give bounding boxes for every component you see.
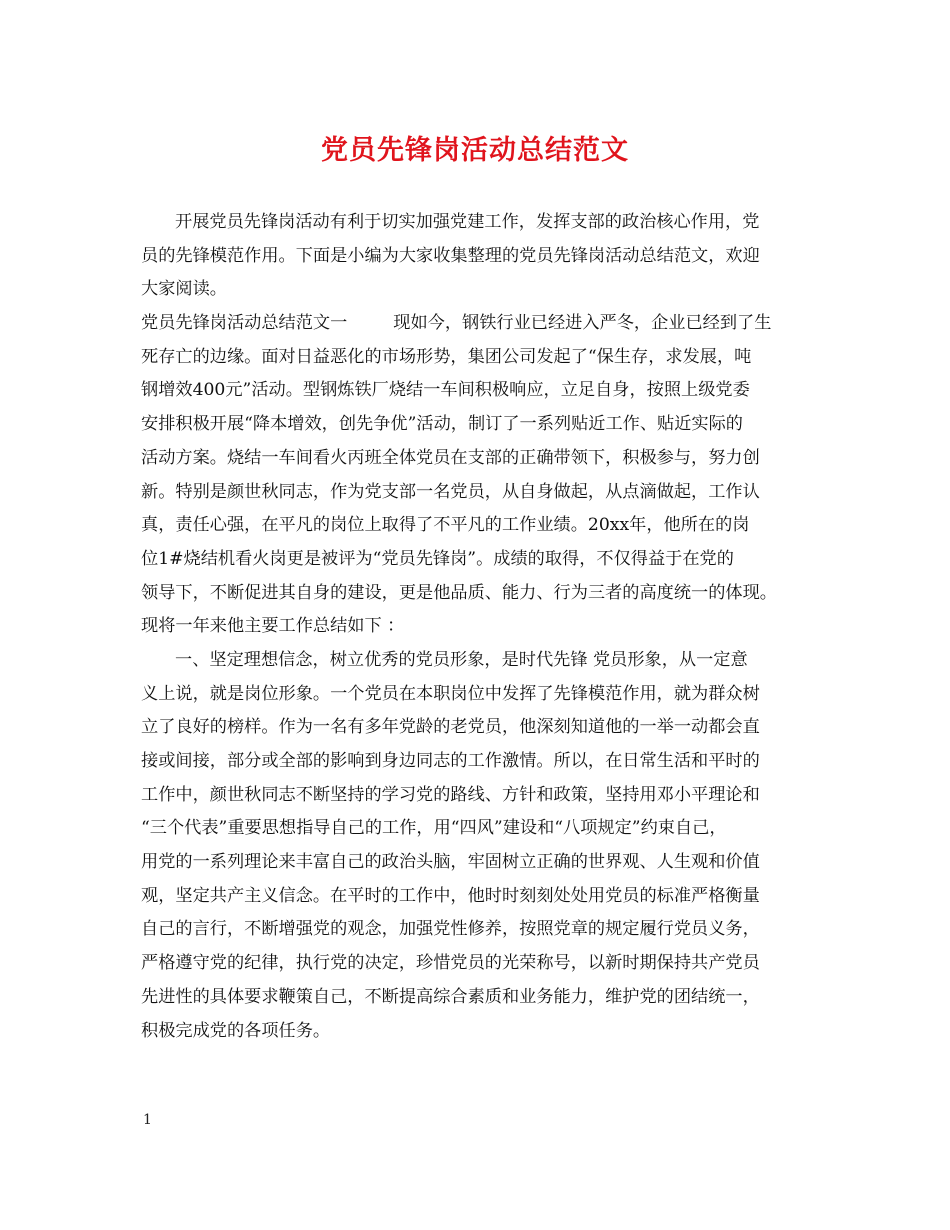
paragraph-line: 先进性的具体要求鞭策自己，不断提高综合素质和业务能力，维护党的团结统一， [141, 986, 760, 1007]
paragraph-line: “三个代表”重要思想指导自己的工作，用“四风”建设和“八项规定”约束自己， [141, 818, 727, 839]
paragraph-line: 立了良好的榜样。作为一名有多年党龄的老党员，他深刻知道他的一举一动都会直 [141, 717, 760, 738]
document-title: 党员先锋岗活动总结范文 [321, 135, 629, 166]
paragraph-line: 活动方案。烧结一车间看火丙班全体党员在支部的正确带领下，积极参与，努力创 [141, 447, 760, 468]
paragraph-text: 现如今，钢铁行业已经进入严冬，企业已经到了生 [393, 313, 772, 334]
paragraph-line: 现将一年来他主要工作总结如下 ： [141, 616, 405, 637]
document-body [141, 206, 821, 1082]
paragraph-line: 积极完成党的各项任务。 [141, 1020, 331, 1041]
paragraph-line: 钢增效400元”活动。型钢炼铁厂烧结一车间积极响应，立足自身，按照上级党委 [141, 380, 750, 401]
page-number: 1 [143, 1112, 152, 1128]
paragraph-line [141, 307, 821, 341]
paragraph-line [141, 1048, 821, 1082]
paragraph-line: 开展党员先锋岗活动有利于切实加强党建工作，发挥支部的政治核心作用，党 [175, 212, 760, 232]
paragraph-line: 新。特别是颜世秋同志，作为党支部一名党员，从自身做起，从点滴做起，工作认 [141, 481, 760, 502]
paragraph-line: 义上说，就是岗位形象。一个党员在本职岗位中发挥了先锋模范作用，就为群众树 [141, 683, 760, 704]
paragraph-line: 员的先锋模范作用。下面是小编为大家收集整理的党员先锋岗活动总结范文，欢迎 [141, 245, 760, 266]
paragraph-line: 自己的言行，不断增强党的观念，加强党性修养，按照党章的规定履行党员义务， [141, 919, 760, 940]
paragraph-line: 死存亡的边缘。面对日益恶化的市场形势，集团公司发起了“保生存，求发展，吨 [141, 346, 752, 367]
paragraph-line: 领导下，不断促进其自身的建设，更是他品质、能力、行为三者的高度统一的体现。 [141, 582, 777, 603]
paragraph-line: 一、坚定理想信念，树立优秀的党员形象，是时代先锋 党员形象，从一定意 [175, 649, 748, 670]
paragraph-line: 用党的一系列理论来丰富自己的政治头脑，牢固树立正确的世界观、人生观和价值 [141, 852, 760, 873]
paragraph-line: 安排积极开展“降本增效，创先争优”活动，制订了一系列贴近工作、贴近实际的 [141, 414, 743, 435]
paragraph-line: 工作中，颜世秋同志不断坚持的学习党的路线、方针和政策，坚持用邓小平理论和 [141, 784, 760, 805]
paragraph-line: 位1#烧结机看火岗更是被评为“党员先锋岗”。成绩的取得，不仅得益于在党的 [141, 548, 734, 569]
paragraph-line: 真，责任心强，在平凡的岗位上取得了不平凡的工作业绩。20xx年，他所在的岗 [141, 515, 750, 536]
paragraph-line: 严格遵守党的纪律，执行党的决定，珍惜党员的光荣称号，以新时期保持共产党员 [141, 953, 760, 974]
paragraph-line: 观，坚定共产主义信念。在平时的工作中，他时时刻刻处处用党员的标准严格衡量 [141, 885, 760, 906]
section-heading: 党员先锋岗活动总结范文一 [141, 313, 348, 334]
paragraph-line: 大家阅读。 [141, 279, 227, 300]
paragraph-line: 接或间接，部分或全部的影响到身边同志的工作激情。所以，在日常生活和平时的 [141, 751, 760, 771]
